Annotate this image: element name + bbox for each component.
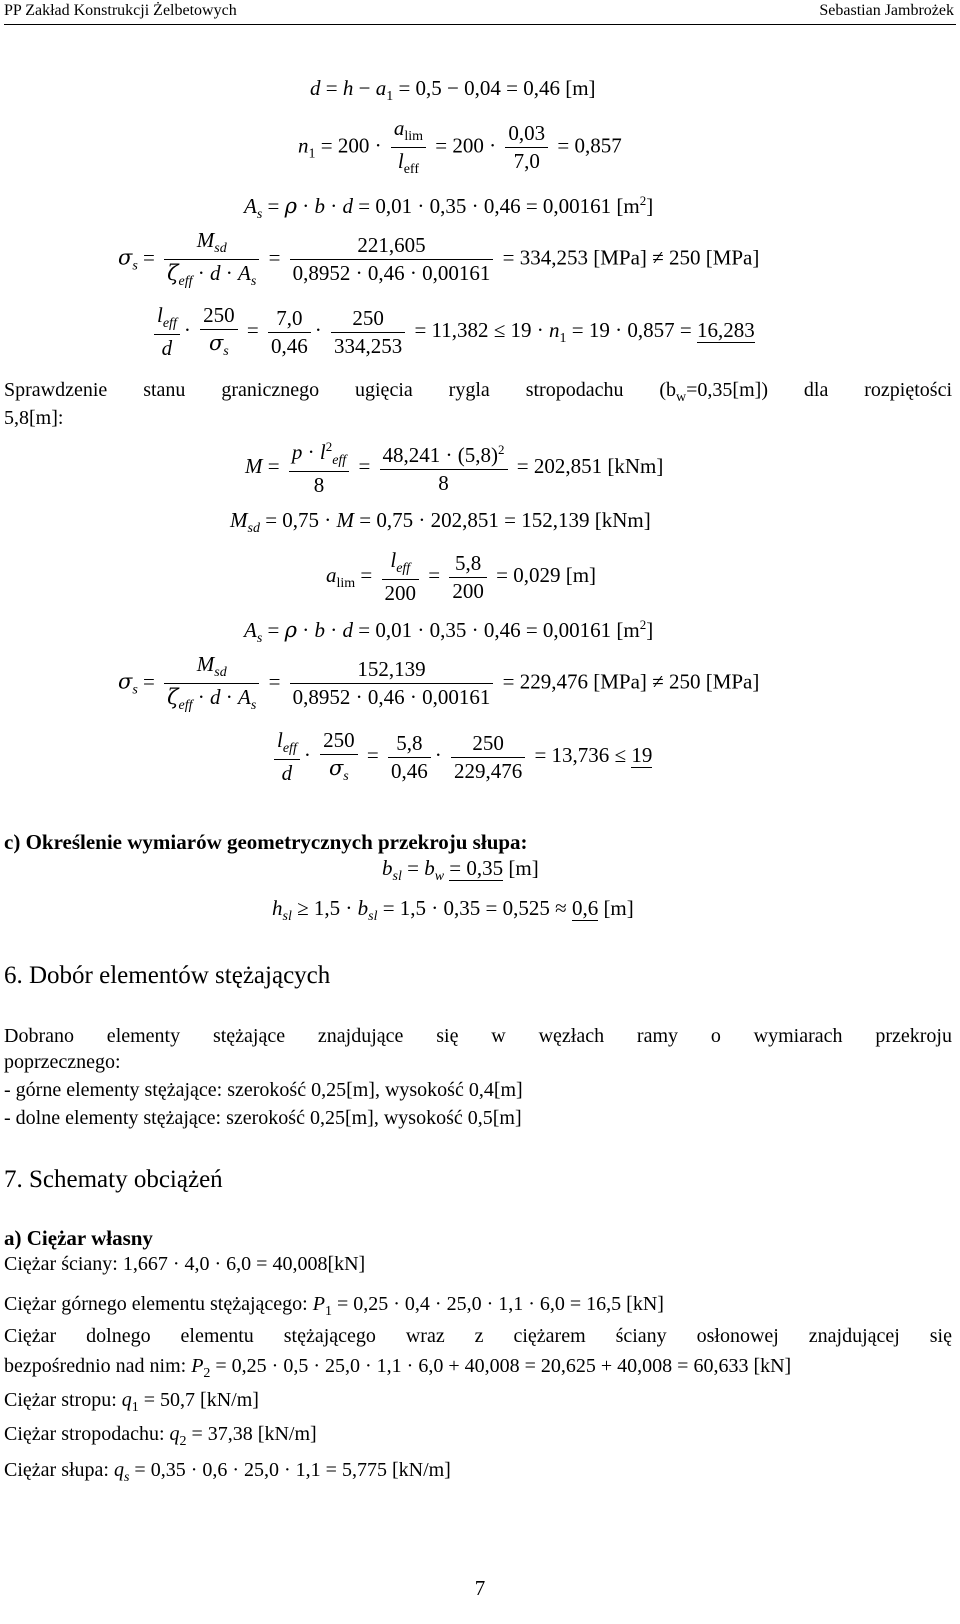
sub-s: s: [123, 1470, 130, 1485]
section-6-item-lower: - dolne elementy stężające: szerokość 0,25[m], wysokość 0,5[m]: [4, 1107, 522, 1129]
frac-alim-leff: [391, 118, 426, 177]
eq-msd: [230, 510, 651, 536]
sym-d: d: [210, 685, 221, 709]
numerator: 250: [200, 305, 238, 330]
unit: [kN/m]: [200, 1389, 259, 1411]
unit: [m]: [508, 856, 539, 880]
numerator: 250: [451, 733, 525, 758]
page-number: 7: [474, 1576, 486, 1600]
sup-2: 2: [325, 439, 333, 454]
frac-l-d: [154, 305, 180, 359]
sym-M: M: [245, 453, 263, 478]
unit-2: [MPa]: [705, 245, 760, 270]
sym-p: p: [291, 440, 303, 464]
sub-lim: lim: [404, 129, 424, 144]
result-final: 16,283: [696, 317, 755, 342]
sym-a: a: [393, 116, 405, 140]
numerator: 48,241 · (5,8): [382, 442, 499, 467]
load-lower-bracing-line1: Ciężar dolnego elementu stężającego wraz z ciężarem ściany osłonowej znajdującej się: [4, 1325, 952, 1347]
sub-sl: sl: [368, 909, 378, 924]
load-upper-bracing: [4, 1292, 952, 1324]
result-2: = 19 · 0,857 =: [571, 317, 697, 342]
sub-s: s: [132, 258, 138, 274]
sub-w: w: [434, 869, 445, 884]
unit-open: [m: [616, 194, 640, 218]
section-7-heading: 7. Schematy obciążeń: [4, 1166, 223, 1193]
sym-M: M: [230, 508, 248, 532]
coef-1: = 200 ·: [320, 133, 382, 158]
sym-q: q: [169, 1423, 180, 1445]
sym-sigma: σ: [208, 331, 224, 355]
frac-leff-200: [382, 550, 420, 604]
denominator: 0,8952 · 0,46 · 0,00161: [292, 261, 491, 285]
sym-l: l: [397, 149, 404, 173]
rhs-1: ≥ 1,5 ·: [297, 896, 353, 920]
sym-rho: ρ: [284, 194, 297, 218]
sym-q: q: [113, 1459, 124, 1481]
unit: [kNm]: [607, 453, 664, 478]
expr: = 0,25 · 0,5 · 25,0 · 1,1 · 6,0 + 40,008 = 20,625 + 40,008 = 60,633: [215, 1355, 749, 1377]
numerator: 250: [320, 730, 358, 755]
frac-58-046: [388, 730, 431, 783]
frac-250-sigma: [200, 305, 238, 359]
sup-2: 2: [639, 617, 647, 632]
eq-alim: $a_{lim}$ = $\frac{l_{eff}}{200}$ = $\frac{5,8}{200}$ = 0,029 [m]: [326, 548, 597, 605]
sup-2: 2: [498, 441, 505, 457]
numerator: 221,605: [290, 235, 494, 260]
sym-d: d: [342, 618, 353, 642]
sub-1: 1: [324, 1304, 332, 1319]
eq-sigma-2: $\sigma_s$ = $\frac{M_{sd}}{\zeta_{eff} \cdot d \cdot A_s}$ = $\frac{152,139}{0,8952 \cdot 0,46 \cdot 0,00161}$ = 229,476 [MPa] ≠ 250 [MPa]: [118, 652, 760, 713]
expr: = 0,25 · 0,4 · 25,0 · 1,1 · 6,0 = 16,5: [336, 1293, 622, 1315]
comparison: ≠ 250: [652, 669, 701, 694]
label: Ciężar ściany:: [4, 1253, 123, 1275]
frac-symbolic: $\frac{M_{sd}}{\zeta_{eff} \cdot d \cdot A_s}$: [164, 654, 259, 713]
sym-h: h: [272, 896, 283, 920]
numerator: 7,0: [268, 308, 311, 333]
sym-M: M: [336, 508, 355, 532]
sub-s: s: [250, 698, 257, 713]
unit: [MPa]: [593, 669, 647, 694]
frac-values: [505, 123, 548, 172]
unit: [m]: [565, 562, 597, 587]
sub-1: 1: [308, 146, 316, 162]
denominator: 8: [313, 473, 325, 497]
result: = 334,253: [502, 245, 588, 270]
denominator: 200: [384, 581, 417, 605]
sym-d: d: [161, 336, 173, 360]
sym-d: d: [310, 76, 321, 100]
sym-h: h: [342, 76, 354, 100]
unit: [kN]: [327, 1253, 366, 1275]
section-6-item-upper: - górne elementy stężające: szerokość 0,25[m], wysokość 0,4[m]: [4, 1079, 523, 1101]
sub-s: s: [250, 274, 257, 289]
eq-sigma-1: $\sigma_s$ = $\frac{M_{sd}}{\zeta_{eff} \cdot d \cdot A_s}$ = $\frac{221,605}{0,8952 \cdot 0,46 \cdot 0,00161}$ = 334,253 [MPa] ≠ 250 [MPa]: [118, 228, 760, 289]
eq-as-2: $A_s = \rho \cdot b \cdot d = 0,01 \cdot 0,35 \cdot 0,46 = 0,00161$ $[m^2]$: [244, 617, 654, 646]
unit-close: ]: [646, 194, 654, 218]
section-7a-heading: a) Ciężar własny: [4, 1226, 153, 1250]
denominator: 229,476: [453, 758, 523, 783]
load-lower-bracing-line2: [4, 1354, 952, 1386]
eq-n1: [298, 118, 622, 177]
sym-P: P: [191, 1355, 204, 1377]
sub-2: 2: [179, 1434, 187, 1449]
sym-l: l: [157, 303, 163, 327]
header-rule: [4, 24, 956, 25]
text: Sprawdzenie stanu granicznego ugięcia rygla stropodachu (b: [4, 379, 677, 401]
sym-b: b: [424, 856, 435, 880]
sym-b: b: [314, 194, 325, 218]
text: 5,8[m]:: [4, 407, 64, 429]
sym-zeta: ζ: [167, 261, 179, 285]
sym-n: n: [549, 317, 560, 342]
sub-eff: eff: [178, 698, 193, 713]
sym-l: l: [390, 548, 397, 572]
sub-sl: sl: [392, 869, 402, 884]
load-wall: [4, 1252, 952, 1276]
sub-1: 1: [386, 89, 394, 104]
sym-A: A: [238, 685, 251, 709]
sym-l: l: [319, 440, 326, 464]
sub-1: 1: [559, 330, 567, 346]
sub-eff: eff: [332, 453, 347, 468]
unit: [MPa]: [593, 245, 647, 270]
sym-b: b: [314, 618, 325, 642]
label: bezpośrednio nad nim:: [4, 1355, 192, 1377]
unit: [kN/m]: [391, 1459, 451, 1481]
frac-pl2-8: $\frac{p \cdot l^2_{eff}}{8}$: [289, 440, 349, 496]
unit: [m]: [603, 896, 634, 920]
sym-b: b: [357, 896, 369, 920]
sym-A: A: [238, 261, 251, 285]
frac-l-d: [274, 730, 300, 784]
sub-lim: lim: [336, 575, 356, 591]
result: = 0,35: [449, 856, 504, 880]
denominator: 0,46: [270, 333, 308, 358]
sub-sd: sd: [247, 521, 260, 536]
label: Ciężar słupa:: [4, 1459, 114, 1481]
load-roof-slab: [4, 1422, 952, 1454]
sym-d: d: [210, 261, 221, 285]
text-b: =0,35[m]) dla rozpiętości: [686, 379, 952, 401]
sym-b: b: [382, 856, 393, 880]
label: Ciężar górnego elementu stężającego:: [4, 1293, 313, 1315]
result: = 11,382 ≤ 19 ·: [414, 317, 544, 342]
load-column: [4, 1458, 952, 1490]
rhs-2: = 1,5 · 0,35 = 0,525 ≈: [382, 896, 572, 920]
frac-numeric: [290, 235, 494, 284]
eq-effective-depth: $d = h - a_1 = 0,5 - 0,04 = 0,46$ [m]: [310, 76, 596, 104]
sym-P: P: [312, 1293, 325, 1315]
frac-70-046: [268, 305, 311, 358]
result: = 202,851: [516, 453, 603, 478]
denominator: 8: [438, 470, 449, 495]
sym-sigma: σ: [118, 669, 133, 694]
sub-s: s: [343, 769, 349, 784]
eq-ld-check-2: $\frac{l_{eff}}{d}$ · $\frac{250}{\sigma_s}$ = $\frac{5,8}{0,46}$ · $\frac{250}{229,476}$ = 13,736 ≤ 19: [270, 730, 652, 784]
result: 0,6: [571, 896, 599, 920]
sub-s: s: [223, 344, 229, 359]
sym-a: a: [375, 76, 387, 100]
frac-numeric: [290, 659, 494, 708]
section-6-heading: 6. Dobór elementów stężających: [4, 962, 331, 989]
eq-ld-check-1: $\frac{l_{eff}}{d}$ · $\frac{250}{\sigma_s}$ = $\frac{7,0}{0,46}$ · $\frac{250}{334,253}$ = $11,382 \le 19 \cdot n_1 = 19 \cdot 0,857 = 16,283$: [150, 305, 755, 359]
sym-M: M: [196, 228, 215, 252]
coef-2: = 200 ·: [435, 133, 497, 158]
sub-sd: sd: [214, 241, 227, 256]
frac-58-200: [449, 550, 487, 603]
eq-rhs: = 0,5 − 0,04 = 0,46: [398, 76, 560, 100]
sym-d: d: [342, 194, 353, 218]
sub-w: w: [676, 390, 687, 405]
para-check-deflection-line2: [4, 406, 952, 430]
result: = 13,736 ≤: [534, 742, 632, 767]
sym-sigma: σ: [118, 245, 133, 270]
frac-symbolic: $\frac{M_{sd}}{\zeta_{eff} \cdot d \cdot A_s}$: [164, 230, 259, 289]
eq-hsl: [272, 898, 634, 924]
result: = 229,476: [502, 669, 588, 694]
header-left: PP Zakład Konstrukcji Żelbetowych: [4, 2, 237, 19]
section-6-para-line1: Dobrano elementy stężające znajdujące się w węzłach ramy o wymiarach przekroju: [4, 1025, 952, 1047]
sym-A: A: [244, 194, 257, 218]
sym-rho: ρ: [284, 618, 297, 642]
expr: = 37,38: [191, 1423, 253, 1445]
sym-sigma: σ: [328, 756, 344, 780]
sub-s: s: [256, 631, 263, 646]
eq-rhs: = 0,01 · 0,35 · 0,46 = 0,00161: [358, 194, 612, 218]
sub-2: 2: [203, 1366, 211, 1381]
sym-l: l: [277, 728, 283, 752]
unit: [kNm]: [594, 508, 651, 532]
sym-n: n: [298, 133, 309, 158]
sub-eff: eff: [162, 316, 177, 331]
header-right: Sebastian Jambrożek: [819, 2, 954, 19]
sym-M: M: [196, 652, 215, 676]
sym-d: d: [281, 761, 293, 785]
denominator: 200: [452, 578, 484, 603]
result: = 0,029: [496, 562, 561, 587]
rhs-1: = 0,75 ·: [265, 508, 332, 532]
numerator: 250: [331, 308, 405, 333]
eq-rhs: = 0,01 · 0,35 · 0,46 = 0,00161: [358, 618, 612, 642]
sym-A: A: [244, 618, 257, 642]
denominator: 7,0: [513, 149, 540, 173]
sym-q: q: [121, 1389, 132, 1411]
rhs-2: = 0,75 · 202,851 = 152,139: [359, 508, 590, 532]
numerator: 152,139: [290, 659, 494, 684]
unit: [kN]: [753, 1355, 792, 1377]
sub-sl: sl: [282, 909, 292, 924]
expr: = 50,7: [143, 1389, 196, 1411]
sub-s: s: [256, 207, 263, 222]
frac-250-sigma: [320, 730, 358, 784]
sub-eff: eff: [282, 741, 297, 756]
load-slab: [4, 1388, 952, 1420]
section-6-para-line2: poprzecznego:: [4, 1051, 121, 1073]
numerator: 0,03: [505, 123, 548, 148]
unit-2: [MPa]: [705, 669, 760, 694]
result: = 0,857: [557, 133, 622, 158]
eq-moment: M = $\frac{p \cdot l^2_{eff}}{8}$ = $\frac{48,241 \cdot (5,8)^2}{8}$ = 202,851 [kNm]: [245, 439, 664, 497]
denominator: 334,253: [333, 333, 403, 358]
section-c-heading: c) Określenie wymiarów geometrycznych przekroju słupa:: [4, 830, 528, 854]
expr: = 0,35 · 0,6 · 25,0 · 1,1 = 5,775: [134, 1459, 387, 1481]
label: Ciężar stropodachu:: [4, 1423, 170, 1445]
frac-250-229: [451, 730, 525, 783]
comparison: ≠ 250: [652, 245, 701, 270]
sym-a: a: [326, 562, 337, 587]
sub-eff: eff: [403, 162, 419, 177]
unit: [kN/m]: [257, 1423, 317, 1445]
denominator: 0,8952 · 0,46 · 0,00161: [292, 685, 491, 709]
eq-as-1: $A_s = \rho \cdot b \cdot d = 0,01 \cdot 0,35 \cdot 0,46 = 0,00161$ $[m^2]$: [244, 193, 654, 222]
numerator: 5,8: [388, 733, 431, 758]
sub-s: s: [132, 682, 138, 698]
sym-zeta: ζ: [167, 685, 179, 709]
unit: [kN]: [626, 1293, 664, 1315]
sub-1: 1: [131, 1400, 139, 1415]
denominator: 0,46: [390, 758, 428, 783]
unit-open: [m: [616, 618, 640, 642]
sub-eff: eff: [178, 274, 193, 289]
numerator: 5,8: [449, 553, 487, 578]
sub-sd: sd: [214, 665, 227, 680]
eq-bsl: $b_{sl} = b_w = 0,35$ [m]: [382, 856, 539, 884]
frac-250-334: [331, 305, 405, 358]
sub-eff: eff: [396, 561, 411, 576]
label: Ciężar stropu:: [4, 1389, 122, 1411]
unit: [m]: [565, 76, 596, 100]
frac-numeric: [380, 443, 508, 494]
sup-2: 2: [639, 193, 647, 208]
unit-close: ]: [646, 618, 654, 642]
limit-value: 19: [631, 742, 653, 767]
expr: 1,667 · 4,0 · 6,0 = 40,008: [122, 1253, 328, 1275]
